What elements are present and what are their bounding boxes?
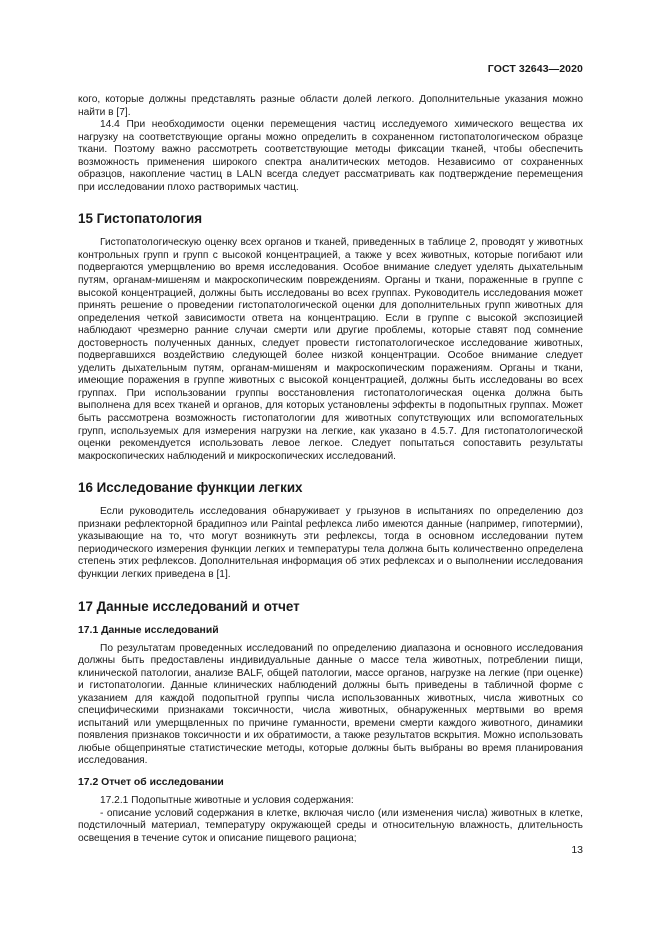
page-number: 13 <box>571 844 583 856</box>
document-body <box>78 94 583 845</box>
standard-header: ГОСТ 32643—2020 <box>487 63 583 75</box>
section-17-heading: 17 Данные исследований и отчет <box>78 598 300 614</box>
section-15-paragraph: Гистопатологическую оценку всех органов и тканей, приведенных в таблице 2, проводят у животных контрольных групп и групп с высокой концентрацией, а также у всех животных, которые погибают или подвергаются умерщвлению во время исследования. Особое внимание следует уделять дыхательным путям, органам-мишеням и макроскопическим повреждениям. Органы и ткани, пораженные в группе с высокой концентрацией, должны быть исследованы во всех группах. Руководитель исследования может принять решение о проведении гистопатологической оценки для дополнительных групп животных для определения четкой зависимости ответа на концентрацию. Если в группе с высокой экспозицией наблюдают чрезмерно ранние случаи смерти или другие проблемы, которые ставят под сомнение достоверность полученных данных, следует провести гистопатологическое исследование животных, подвергавшихся воздействию следующей более низкой концентрации. Особое внимание следует уделить дыхательным путям, органам-мишеням и макроскопическим поражениям. Органы и ткани, имеющие поражения в группе животных с высокой концентрацией, должны быть исследованы во всех группах. При использовании группы восстановления гистопатологическая оценка должна быть выполнена для всех тканей и органов, для которых установлены эффекты в подопытных группах. Может быть рассмотрена возможность гистопатологии для животных сопутствующих или вспомогательных групп, используемых для измерения нагрузки на легкие, как указано в 4.5.7. Для гистопатологической оценки рекомендуется использовать левое легкое. Следует попытаться сопоставить результаты макроскопических наблюдений и микроскопических исследований. <box>78 237 583 462</box>
subsection-17-2-heading: 17.2 Отчет об исследовании <box>78 776 224 788</box>
clause-14-4-paragraph: 14.4 При необходимости оценки перемещения частиц исследуемого химического вещества их нагрузку на соответствующие органы можно определить в сохраненном гистопатологическом образце ткани. Поэтому важно рассмотреть соответствующие методы фиксации тканей, чтобы обеспечить возможность применения широкого спектра аналитических методов. Независимо от сохраненных образцов, накопление частиц в LALN всегда следует рассматривать как подтверждение перемещения при исследовании плохо растворимых частиц. <box>78 119 583 193</box>
clause-17-2-1-paragraph: 17.2.1 Подопытные животные и условия содержания: <box>100 794 354 806</box>
subsection-17-1-heading: 17.1 Данные исследований <box>78 624 219 636</box>
intro-paragraph-continuation: кого, которые должны представлять разные области долей легкого. Дополнительные указания можно найти в [7]. <box>78 94 583 118</box>
section-16-paragraph: Если руководитель исследования обнаруживает у грызунов в испытаниях по определению доз признаки рефлекторной брадипноэ или Paintal рефлекса либо имеются данные (например, гипотермии), указывающие на то, что могут возникнуть эти рефлексы, тогда в основном исследовании путем периодического измерения функции легких и температуры тела должна быть количественно определена степень этих рефлексов. Дополнительная информация об этих рефлексах и о выполнении исследования функции легких приведена в [1]. <box>78 506 583 580</box>
list-item-housing-conditions: - описание условий содержания в клетке, включая число (или изменения числа) животных в клетке, подстилочный материал, температуру окружающей среды и относительную влажность, длительность освещения в течение суток и описание пищевого рациона; <box>78 807 583 844</box>
section-15-heading: 15 Гистопатология <box>78 211 203 227</box>
subsection-17-1-paragraph: По результатам проведенных исследований по определению диапазона и основного исследования должны быть предоставлены индивидуальные данные о массе тела животных, потреблении пищи, клинической патологии, анализе BALF, общей патологии, массе органов, нагрузке на легкие (при оценке) и гистопатологии. Данные клинических наблюдений должны быть приведены в табличной форме с указанием для каждой подопытной группы числа использованных животных, числа животных со специфическими признаками токсичности, числа животных, обнаруженных мертвыми во время испытаний или умерщвленных по причине гуманности, времени смерти каждого животного, динамики появления признаков токсичности и их обратимости, а также результатов вскрытия. Можно использовать любые общепринятые статистические методы, которые должны быть выбраны во время планирования исследования. <box>78 642 583 767</box>
section-16-heading: 16 Исследование функции легких <box>78 480 303 496</box>
